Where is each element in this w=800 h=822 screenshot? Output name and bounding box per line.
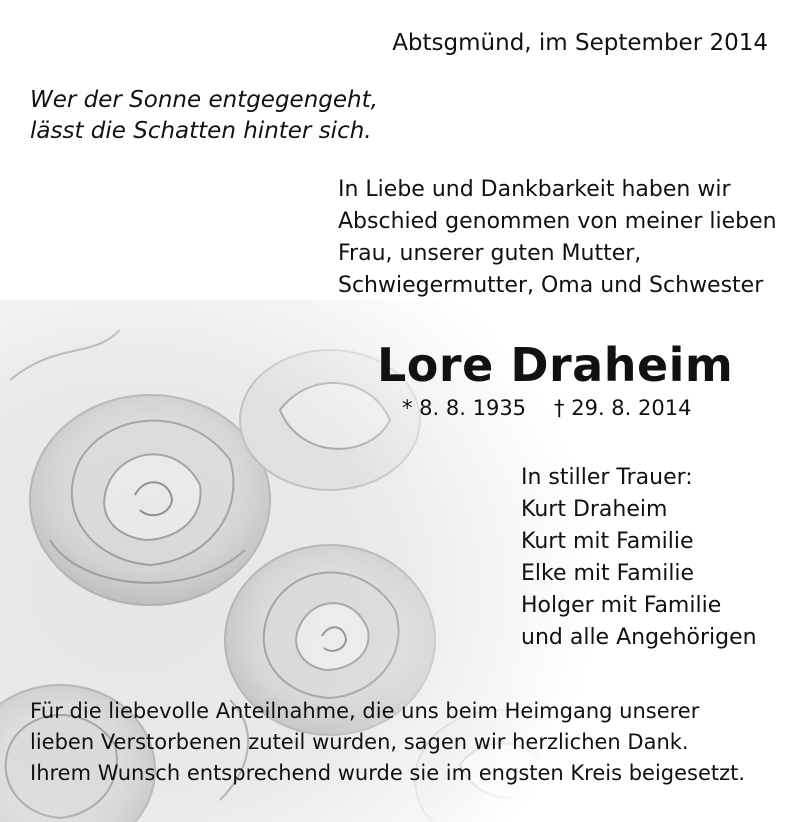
mourners-heading: In stiller Trauer: [521,465,693,490]
life-dates [402,396,691,420]
intro-line: In Liebe und Dankbarkeit haben wir [338,177,731,202]
mourners-list [521,462,757,654]
rose-1 [30,395,270,605]
birth-date: * 8. 8. 1935 [402,396,527,420]
mourner-entry: Kurt mit Familie [521,529,694,554]
thanks-line: Für die liebevolle Anteilnahme, die uns beim Heimgang unserer [30,699,700,723]
intro-line: Frau, unserer guten Mutter, [338,241,642,266]
motto-line: lässt die Schatten hinter sich. [30,118,372,144]
death-date: † 29. 8. 2014 [554,396,692,420]
mourner-entry: Kurt Draheim [521,497,668,522]
mourner-entry: Elke mit Familie [521,561,695,586]
mourner-entry: Holger mit Familie [521,593,722,618]
deceased-name: Lore Draheim [377,338,734,392]
motto-line: Wer der Sonne entgegengeht, [30,87,378,113]
intro-line: Schwiegermutter, Oma und Schwester [338,273,764,298]
mourner-entry: und alle Angehörigen [521,625,757,650]
place-date: Abtsgmünd, im September 2014 [392,30,768,56]
thanks-line: Ihrem Wunsch entsprechend wurde sie im engsten Kreis beigesetzt. [30,761,746,785]
thanks-line: lieben Verstorbenen zuteil wurden, sagen wir herzlichen Dank. [30,730,689,754]
intro-text [338,174,777,302]
thanks-paragraph [30,696,745,789]
intro-line: Abschied genommen von meiner lieben [338,209,777,234]
motto-quote [30,85,378,147]
